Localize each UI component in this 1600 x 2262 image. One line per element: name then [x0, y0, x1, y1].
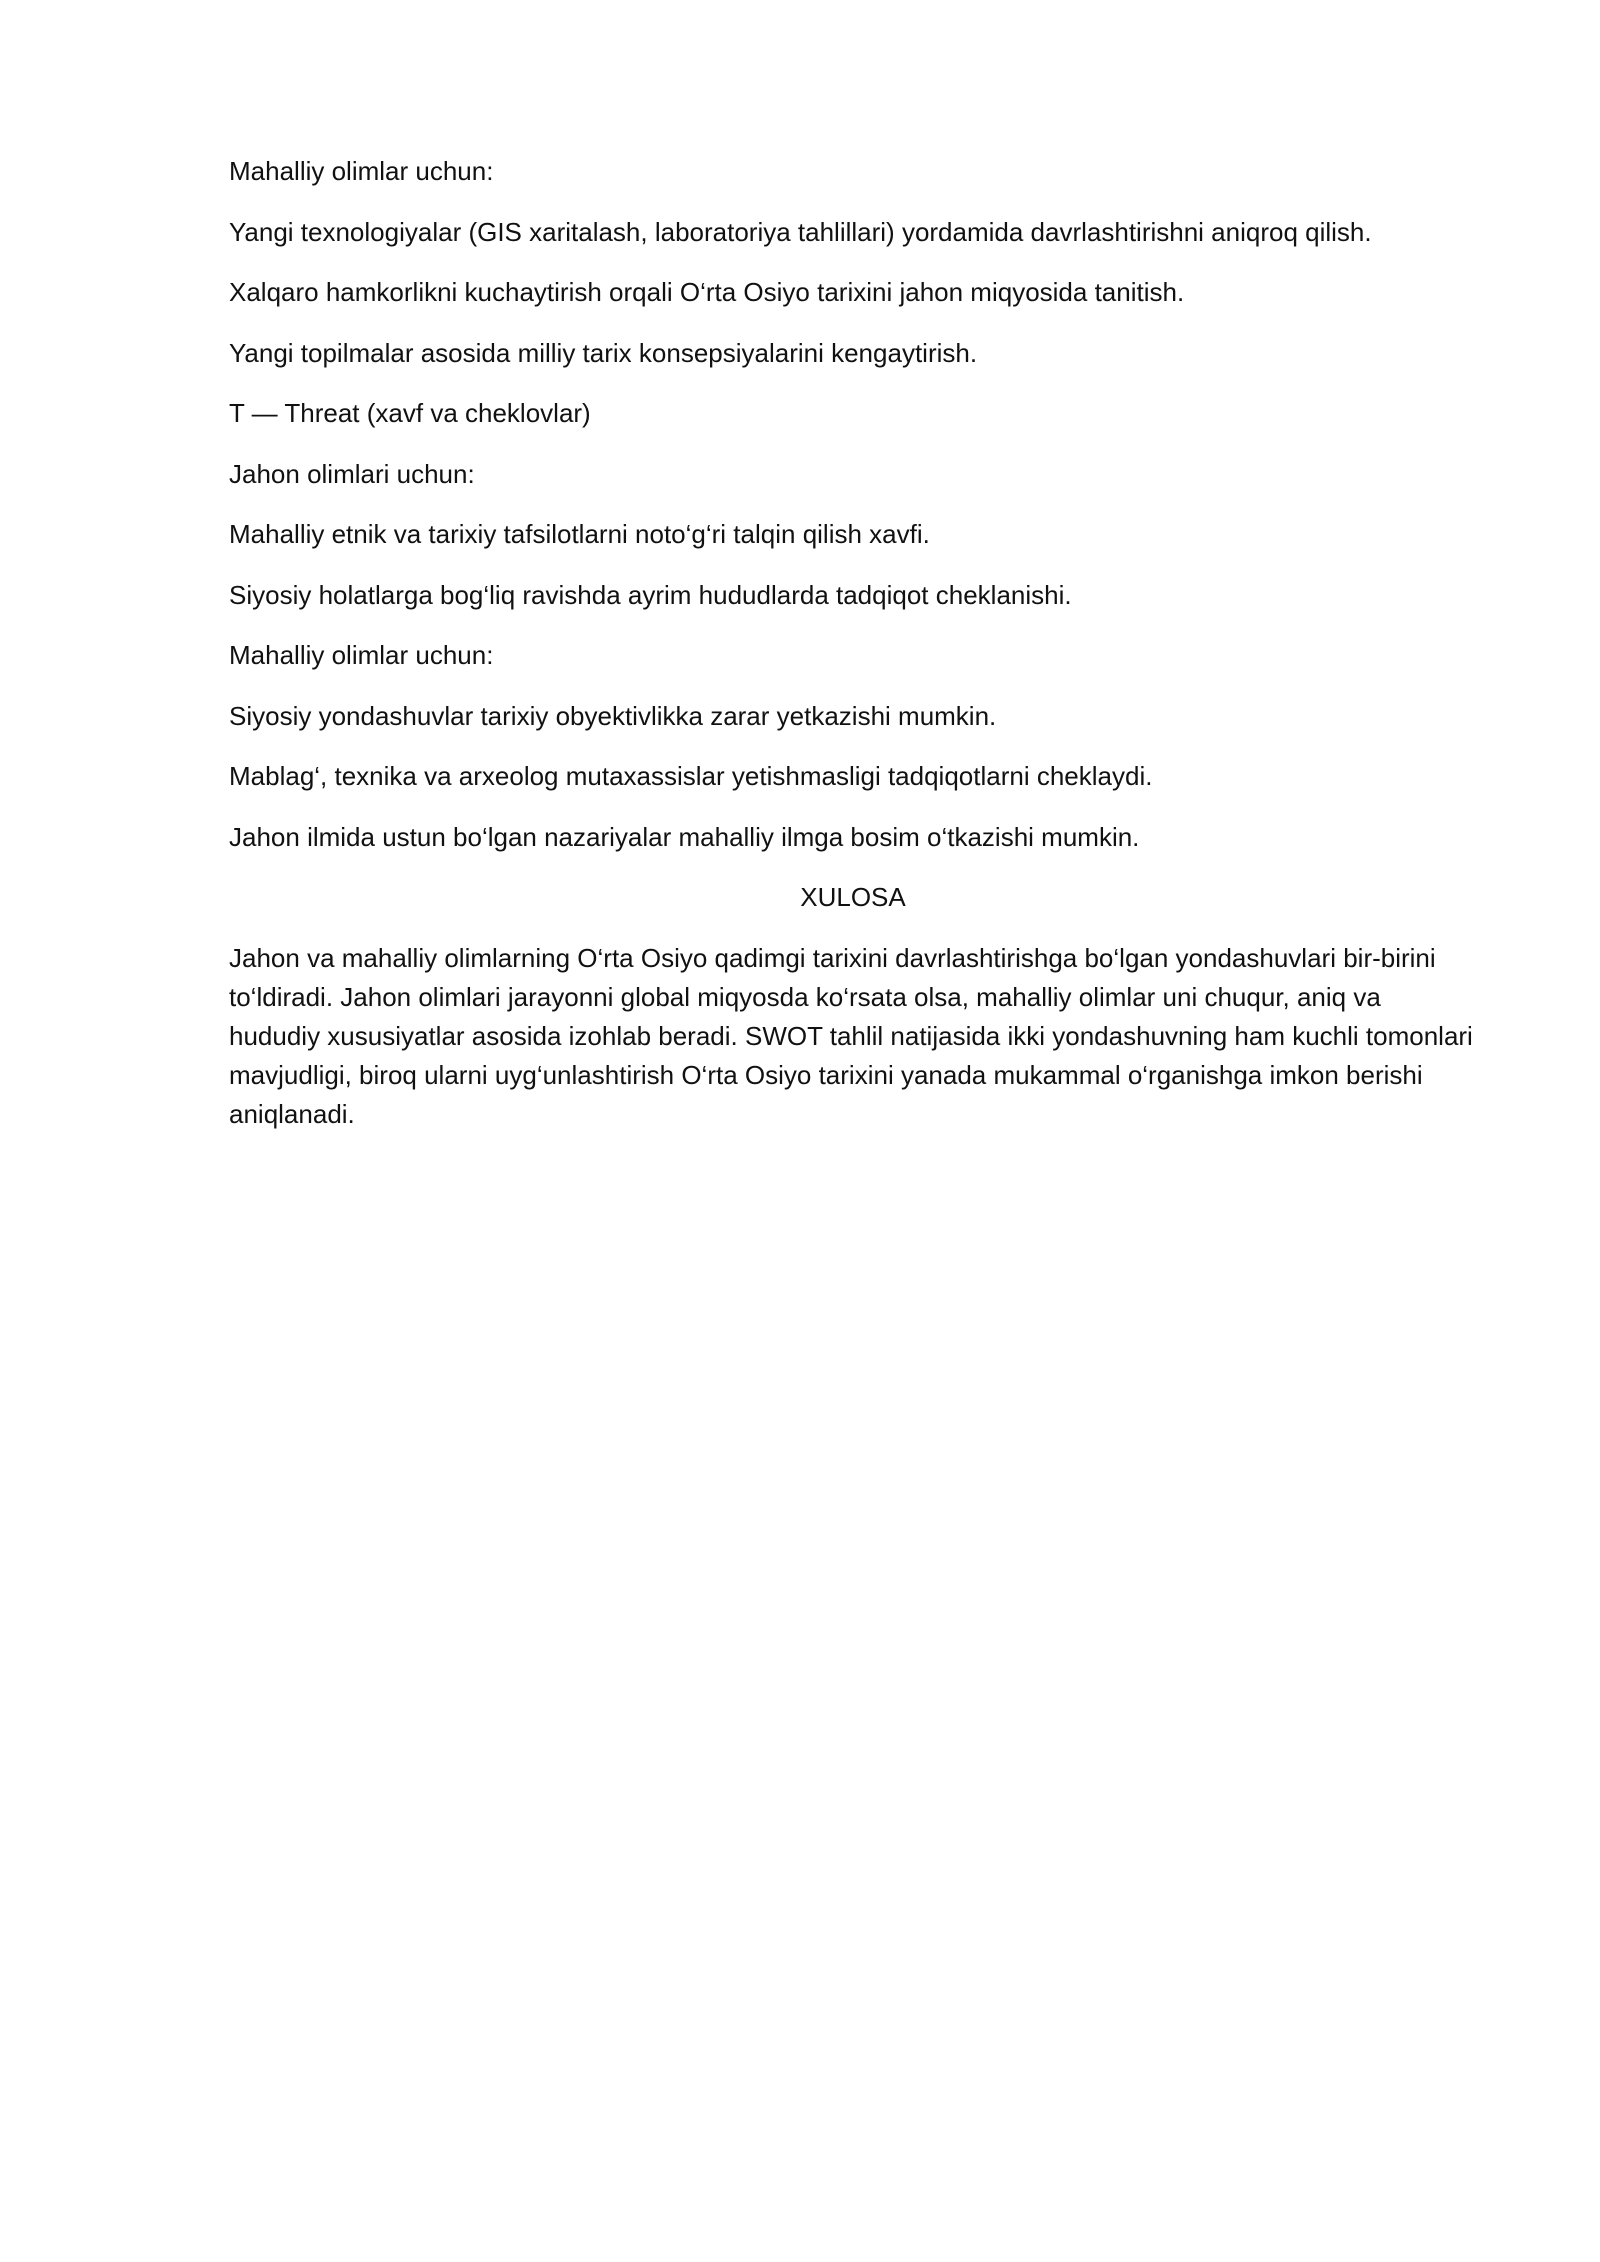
paragraph-new-findings: Yangi topilmalar asosida milliy tarix konsepsiyalarini kengaytirish.: [229, 337, 978, 368]
paragraph-world-scholars-heading: Jahon olimlari uchun:: [229, 458, 475, 489]
paragraph-threat-heading: T — Threat (xavf va cheklovlar): [229, 398, 591, 428]
paragraph-funding-shortage: Mablag‘, texnika va arxeolog mutaxassislar yetishmasligi tadqiqotlarni cheklaydi.: [229, 761, 1153, 791]
paragraph-political-approaches: Siyosiy yondashuvlar tarixiy obyektivlikka zarar yetkazishi mumkin.: [229, 700, 997, 731]
paragraph-local-scholars-heading-2: Mahalliy olimlar uchun:: [229, 640, 494, 670]
paragraph-local-scholars-heading-1: Mahalliy olimlar uchun:: [229, 156, 494, 186]
paragraph-dominant-theories: Jahon ilmida ustun bo‘lgan nazariyalar mahalliy ilmga bosim o‘tkazishi mumkin.: [229, 821, 1140, 852]
paragraph-new-technologies: Yangi texnologiyalar (GIS xaritalash, laboratoriya tahlillari) yordamida davrlashtirishni aniqroq qilish.: [229, 216, 1372, 247]
paragraph-international-cooperation: Xalqaro hamkorlikni kuchaytirish orqali O‘rta Osiyo tarixini jahon miqyosida tanitish.: [229, 277, 1185, 307]
conclusion-heading: XULOSA: [800, 882, 906, 912]
paragraph-political-restrictions: Siyosiy holatlarga bog‘liq ravishda ayrim hududlarda tadqiqot cheklanishi.: [229, 579, 1072, 610]
document-body: [229, 152, 1477, 1134]
conclusion-paragraph: Jahon va mahalliy olimlarning O‘rta Osiyo qadimgi tarixini davrlashtirishga bo‘lgan yondashuvlari bir-birini to‘ldiradi. Jahon olimlari jarayonni global miqyosda ko‘rsata olsa, mahalliy olimlar uni chuqur, aniq va hududiy xususiyatlar asosida izohlab beradi. SWOT tahlil natijasida ikki yondashuvning ham kuchli tomonlari mavjudligi, biroq ularni uyg‘unlashtirish O‘rta Osiyo tarixini yanada mukammal o‘rganishga imkon berishi aniqlanadi.: [229, 942, 1473, 1129]
paragraph-misinterpretation-risk: Mahalliy etnik va tarixiy tafsilotlarni noto‘g‘ri talqin qilish xavfi.: [229, 519, 930, 549]
